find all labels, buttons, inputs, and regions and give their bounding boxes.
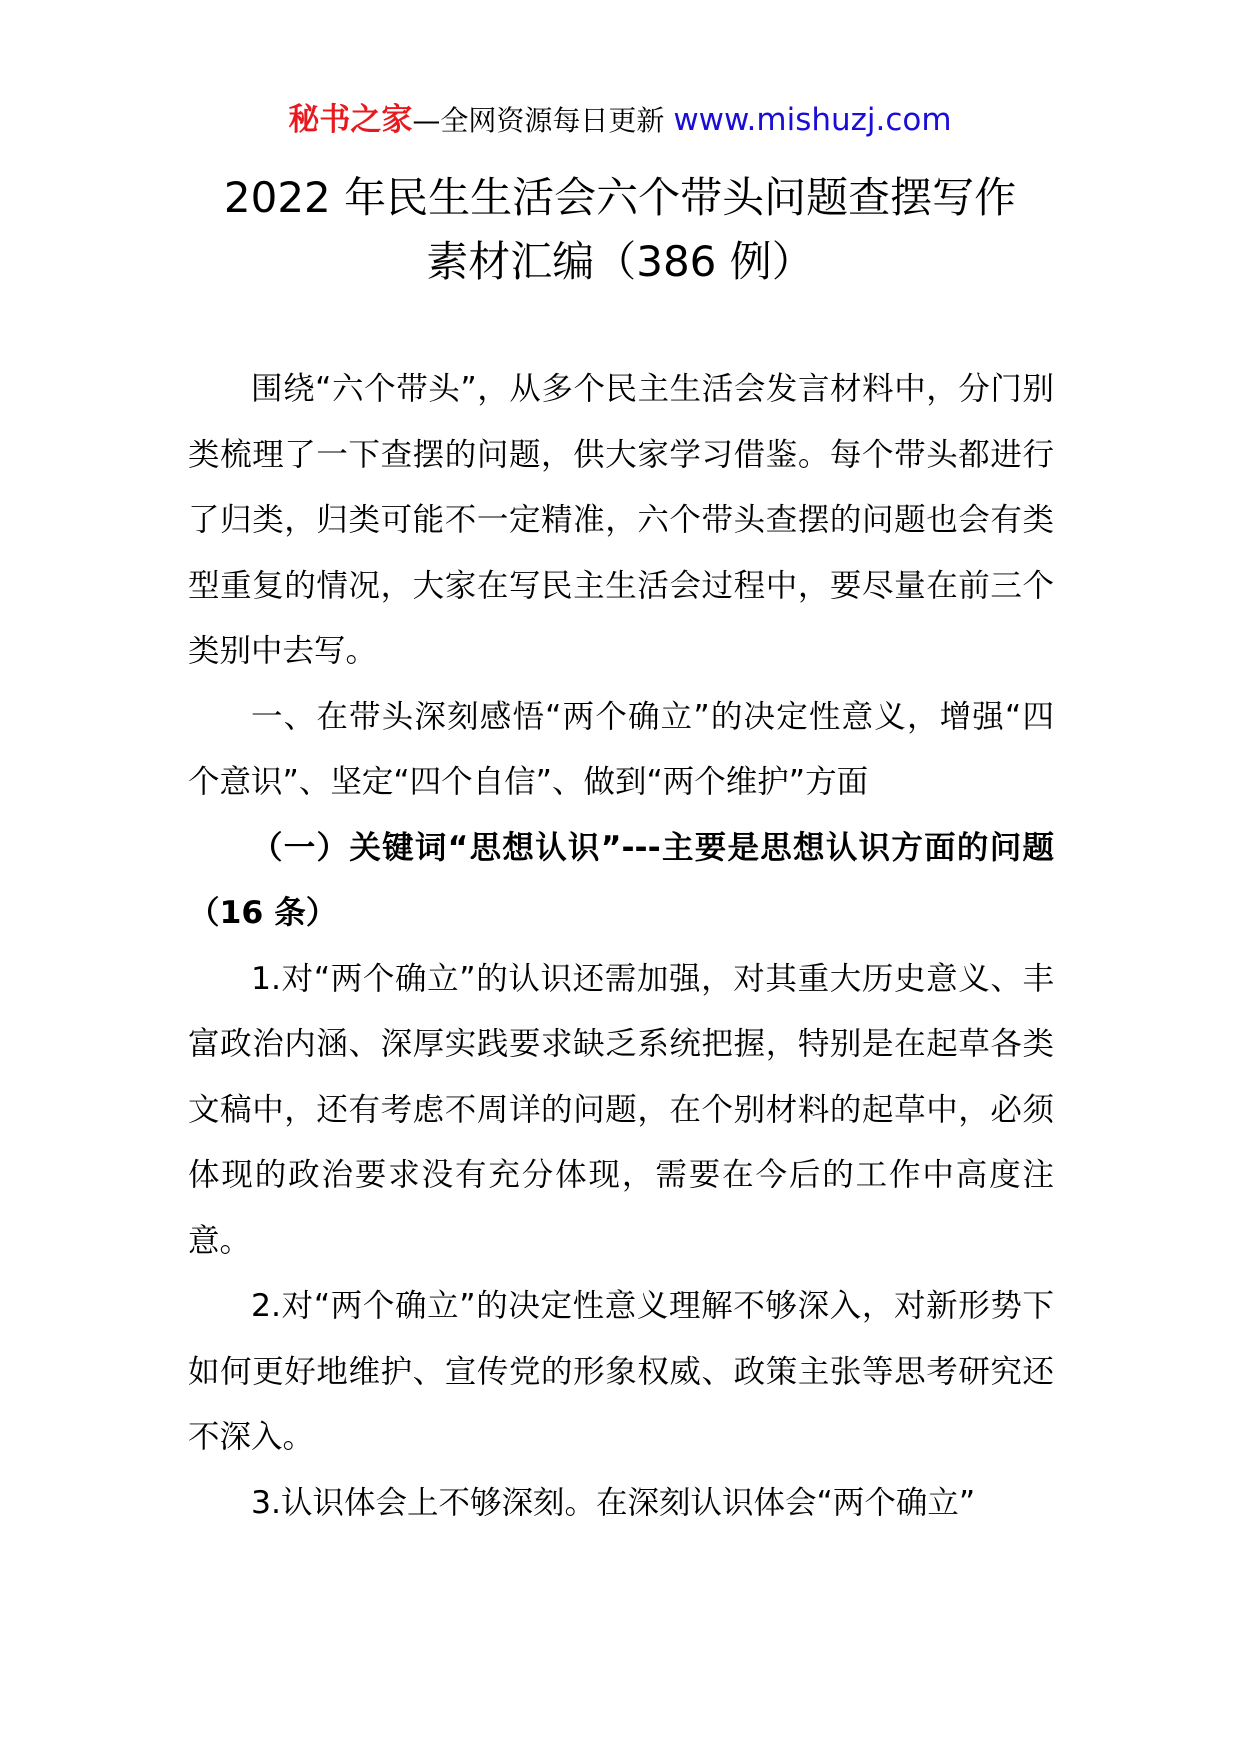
intro-paragraph: 围绕“六个带头”，从多个民主生活会发言材料中，分门别类梳理了一下查摆的问题，供大家学习借鉴。每个带头都进行了归类，归类可能不一定精准，六个带头查摆的问题也会有类型重复的情况，大家在写民主生活会过程中，要尽量在前三个类别中去写。 (188, 371, 1054, 669)
document-body (188, 357, 1054, 1536)
site-url-link[interactable]: www.mishuzj.com (673, 102, 952, 138)
brand-name: 秘书之家 (288, 102, 413, 138)
title-line-2: 素材汇编（386 例） (426, 237, 814, 286)
site-header (0, 100, 1240, 141)
list-item-3: 3.认识体会上不够深刻。在深刻认识体会“两个确立” (251, 1484, 976, 1521)
list-item-2: 2.对“两个确立”的决定性意义理解不够深入，对新形势下如何更好地维护、宣传党的形象权威、政策主张等思考研究还不深入。 (188, 1288, 1054, 1455)
title-line-1: 2022 年民生生活会六个带头问题查摆写作 (223, 173, 1017, 222)
list-item-1: 1.对“两个确立”的认识还需加强，对其重大历史意义、丰富政治内涵、深厚实践要求缺乏系统把握，特别是在起草各类文稿中，还有考虑不周详的问题，在个别材料的起草中，必须体现的政治要求没有充分体现，需要在今后的工作中高度注意。 (188, 960, 1054, 1259)
document-title (150, 166, 1090, 294)
subsection-heading-1: （一）关键词“思想认识”---主要是思想认识方面的问题（16 条） (188, 829, 1054, 931)
section-heading-1: 一、在带头深刻感悟“两个确立”的决定性意义，增强“四个意识”、坚定“四个自信”、做到“两个维护”方面 (188, 698, 1054, 800)
header-tagline: —全网资源每日更新 (412, 104, 674, 137)
